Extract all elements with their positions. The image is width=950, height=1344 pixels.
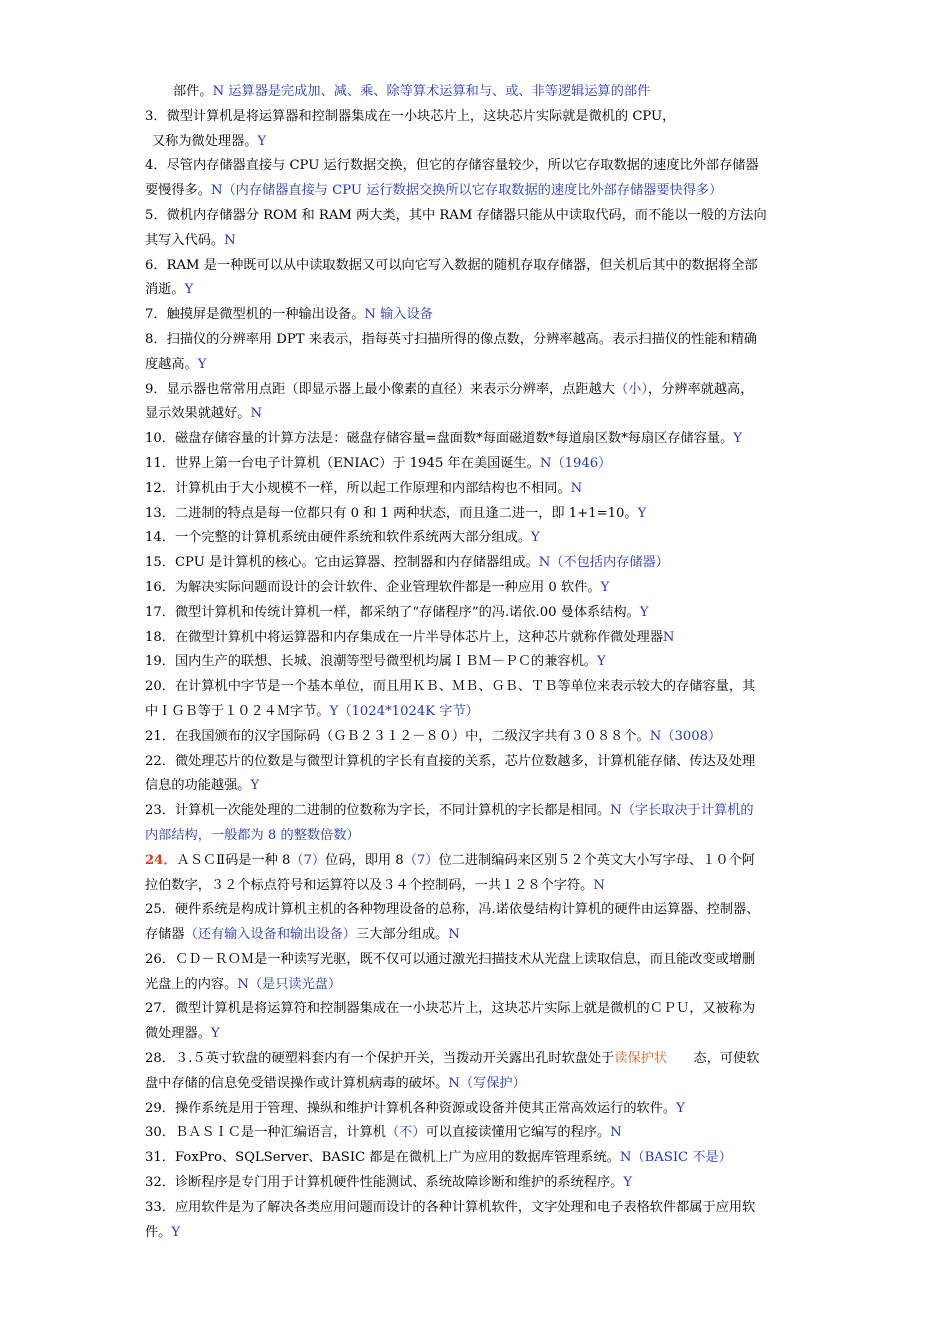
statement-line <box>145 1097 843 1122</box>
answer-text: N（3008） <box>649 728 722 744</box>
highlight-text: 读保护状 <box>614 1051 668 1067</box>
statement-text: 为解决实际问题而设计的会计软件、企业管理软件都是一种应用 0 软件。 <box>174 579 601 595</box>
statement-19 <box>145 650 843 675</box>
statement-number: 10． <box>145 431 175 447</box>
statement-text: ＢＡＳＩＣ是一种汇编语言，计算机 <box>174 1125 386 1141</box>
statement-6 <box>145 254 843 304</box>
statement-number: 15． <box>145 555 175 571</box>
statement-13 <box>145 502 843 527</box>
statement-8 <box>145 328 843 378</box>
answer-text: Y <box>250 778 260 794</box>
statement-text: ＣＤ－ＲＯＭ是一种读写光驱，既不仅可以通过激光扫描技术从光盘上读取信息，而且能改变或增删 <box>174 951 756 967</box>
statement-text: 硬件系统是构成计算机主机的各种物理设备的总称，冯.诺依曼结构计算机的硬件由运算器、控制器、 <box>174 902 760 918</box>
statement-text: 消逝。 <box>145 282 185 298</box>
statement-text: 计算机由于大小规模不一样，所以起工作原理和内部结构也不相同。 <box>174 480 571 496</box>
answer-text: Y <box>639 604 649 620</box>
statement-text: 态，可使软 <box>667 1051 760 1067</box>
statement-line <box>145 750 843 775</box>
statement-text: 微处理器。 <box>145 1026 211 1042</box>
answer-text: （还有输入设备和输出设备） <box>184 927 356 943</box>
statement-text: 件。 <box>145 1224 172 1240</box>
statement-5 <box>145 204 843 254</box>
statement-27 <box>145 997 843 1047</box>
statement-text: 微型计算机和传统计算机一样，都采纳了“存储程序”的冯.诺依.00 曼体系结构。 <box>174 604 640 620</box>
statement-line <box>145 204 843 229</box>
statement-text: 操作系统是用于管理、操纵和维护计算机各种资源或设备并使其正常高效运行的软件。 <box>174 1100 677 1116</box>
statement-text: ，分辨率就越高， <box>647 381 754 397</box>
answer-text: N 运算器是完成加、减、乘、除等算术运算和与、或、非等逻辑运算的部件 <box>212 84 651 99</box>
statement-text: 微处理芯片的位数是与微型计算机的字长有直接的关系，芯片位数越多，计算机能存储、传达及处理 <box>174 753 756 769</box>
statement-text: 在我国颁布的汉字国际码（ＧＢ２３１２－８０）中，二级汉字共有３０８８个。 <box>174 728 650 744</box>
answer-text: Y（1024*1024K 字节） <box>329 703 479 719</box>
statement-line <box>145 725 843 750</box>
statement-number: 22． <box>145 753 175 769</box>
statement-text: 部件。 <box>173 84 213 99</box>
answer-text: Y <box>733 431 743 447</box>
answer-text: N <box>570 480 583 496</box>
statement-text: 尽管内存储器直接与 CPU 运行数据交换，但它的存储容量较少，所以它存取数据的速度比外部存储器 <box>166 158 759 174</box>
statement-4 <box>145 154 843 204</box>
statement-line <box>145 601 843 626</box>
statement-text: 位码，即用 8 <box>325 852 404 868</box>
statement-text: 一个完整的计算机系统由硬件系统和软件系统两大部分组成。 <box>174 530 532 546</box>
statement-line <box>145 427 843 452</box>
answer-text: N（内存储器直接与 CPU 运行数据交换所以它存取数据的速度比外部存储器要快得多） <box>210 183 723 199</box>
statement-line <box>145 1121 843 1146</box>
statement-number: 27． <box>145 1001 175 1017</box>
statement-text: 又称为微处理器。 <box>152 133 258 149</box>
statement-line <box>173 80 843 105</box>
answer-text: N <box>610 1125 622 1141</box>
statement-line <box>145 948 843 973</box>
statement-text: 微机内存储器分 ROM 和 RAM 两大类，其中 RAM 存储器只能从中读取代码，而不能以一般的方法向 <box>166 207 767 223</box>
statement-number: 30． <box>145 1125 175 1141</box>
answer-text: Y <box>637 505 647 521</box>
statement-text: FoxPro、SQLServer、BASIC 都是在微机上广为应用的数据库管理系统。 <box>174 1150 620 1166</box>
answer-text: Y <box>623 1175 633 1191</box>
answer-text: N <box>448 927 460 943</box>
statement-text: 微型计算机是将运算符和控制器集成在一小块芯片上，这块芯片实际上就是微机的ＣＰＵ，又被称为 <box>174 1001 756 1017</box>
statement-text: 三大部分组成。 <box>356 927 449 943</box>
answer-text: N 输入设备 <box>364 307 433 323</box>
statement-number: 13． <box>145 505 175 521</box>
statement-line <box>145 1171 843 1196</box>
statement-line <box>145 973 843 998</box>
statement-25 <box>145 898 843 948</box>
statement-text: 二进制的特点是每一位都只有 0 和 1 两种状态，而且逢二进一，即 1+1=10。 <box>174 505 638 521</box>
statement-line <box>145 303 843 328</box>
statement-31 <box>145 1146 843 1171</box>
statement-line <box>145 353 843 378</box>
statement-text: 微型计算机是将运算器和控制器集成在一小块芯片上，这块芯片实际就是微机的 CPU， <box>166 108 676 124</box>
statement-number: 4． <box>145 158 167 174</box>
statement-26 <box>145 948 843 998</box>
statement-number: 28． <box>145 1051 175 1067</box>
answer-text: N <box>662 629 675 645</box>
statement-number: 18． <box>145 629 175 645</box>
statement-30 <box>145 1121 843 1146</box>
statement-text: 触摸屏是微型机的一种输出设备。 <box>166 307 365 323</box>
statement-22 <box>145 750 843 800</box>
statement-number: 11． <box>145 455 175 471</box>
answer-text: N <box>593 877 605 893</box>
statement-line <box>145 898 843 923</box>
statement-line <box>145 254 843 279</box>
statement-number: 21． <box>145 728 175 744</box>
statement-text: 显示效果就越好。 <box>145 406 251 422</box>
statement-line <box>145 1022 843 1047</box>
answer-text: Y <box>197 356 207 372</box>
statement-number: 23． <box>145 803 175 819</box>
answer-text: N <box>224 232 236 248</box>
statement-line <box>145 1072 843 1097</box>
statement-line <box>145 402 843 427</box>
statement-text: 光盘上的内容。 <box>145 976 238 992</box>
statement-line <box>145 502 843 527</box>
statement-number: 32． <box>145 1175 175 1191</box>
statement-text: ３.５英寸软盘的硬塑料套内有一个保护开关，当拨动开关露出孔时软盘处于 <box>174 1051 615 1067</box>
statement-text: 应用软件是为了解决各类应用问题而设计的各种计算机软件，文字处理和电子表格软件都属于应用软 <box>174 1199 756 1215</box>
statement-text: ＡＳＣⅡ码是一种 8 <box>176 852 291 868</box>
statement-16 <box>145 576 843 601</box>
statement-17 <box>145 601 843 626</box>
statement-23 <box>145 799 843 849</box>
statement-number: 25． <box>145 902 175 918</box>
statement-line <box>145 675 843 700</box>
statement-text: 盘中存储的信息免受错误操作或计算机病毒的破坏。 <box>145 1075 449 1091</box>
statement-line <box>145 1221 843 1246</box>
statement-line <box>145 452 843 477</box>
answer-text: Y <box>596 654 606 670</box>
statement-number: 29． <box>145 1100 175 1116</box>
statement-line <box>145 824 843 849</box>
statement-line <box>145 179 843 204</box>
answer-text: 内部结构，一般都为 8 的整数倍数） <box>145 827 360 843</box>
statement-text: 可以直接读懂用它编写的程序。 <box>425 1125 611 1141</box>
statement-number: 26． <box>145 951 175 967</box>
statement-text: 世界上第一台电子计算机（ENIAC）于 1945 年在美国诞生。 <box>174 455 540 471</box>
statement-text: 信息的功能越强。 <box>145 778 251 794</box>
statement-28 <box>145 1047 843 1097</box>
statement-number: 6． <box>145 257 167 273</box>
statement-7 <box>145 303 843 328</box>
statement-number: 5． <box>145 207 167 223</box>
statement-number: 19． <box>145 654 175 670</box>
statement-number: 8． <box>145 331 167 347</box>
statement-text: 度越高。 <box>145 356 198 372</box>
answer-text: N（写保护） <box>448 1075 526 1091</box>
answer-text: Y <box>676 1100 685 1116</box>
answer-text: （不） <box>385 1125 426 1141</box>
statement-line <box>145 849 843 874</box>
statement-text: 要慢得多。 <box>145 183 211 199</box>
statement-number: 24． <box>145 852 177 868</box>
statement-line <box>145 526 843 551</box>
statement-line <box>145 626 843 651</box>
answer-text: Y <box>600 579 610 595</box>
answer-text: N（是只读光盘） <box>237 976 342 992</box>
statement-24 <box>145 849 843 899</box>
answer-text: Y <box>171 1224 181 1240</box>
statement-3 <box>145 105 843 155</box>
statement-line <box>145 874 843 899</box>
answer-text: N（BASIC 不是） <box>619 1150 732 1166</box>
statement-20 <box>145 675 843 725</box>
statement-18 <box>145 626 843 651</box>
statement-text: 计算机一次能处理的二进制的位数称为字长，不同计算机的字长都是相同。 <box>174 803 611 819</box>
statement-text: 中ＩＧＢ等于１０２４Ｍ字节。 <box>145 703 330 719</box>
statement-line <box>145 1196 843 1221</box>
statement-15 <box>145 551 843 576</box>
statement-line <box>145 997 843 1022</box>
statement-line <box>145 576 843 601</box>
statement-line <box>145 378 843 403</box>
statement-line <box>145 1047 843 1072</box>
statement-number: 3． <box>145 108 167 124</box>
statement-line <box>145 278 843 303</box>
answer-text: Y <box>210 1026 220 1042</box>
answer-text: Y <box>257 133 267 149</box>
statement-number: 31． <box>145 1150 175 1166</box>
statement-line <box>145 477 843 502</box>
statement-text: 在微型计算机中将运算器和内存集成在一片半导体芯片上，这种芯片就称作微处理器 <box>174 629 663 645</box>
statement-text: 显示器也常常用点距（即显示器上最小像素的直径）来表示分辨率，点距越大 <box>166 381 615 397</box>
statement-number: 16． <box>145 579 175 595</box>
statement-11 <box>145 452 843 477</box>
statement-number: 17． <box>145 604 175 620</box>
statement-number: 20． <box>145 679 175 695</box>
statement-text: RAM 是一种既可以从中读取数据又可以向它写入数据的随机存取存储器，但关机后其中的数据将全部 <box>166 257 758 273</box>
statement-text: 存储器 <box>145 927 185 943</box>
statement-9 <box>145 378 843 428</box>
statement-number: 12． <box>145 480 175 496</box>
statement-text: 扫描仪的分辨率用 DPT 来表示，指每英寸扫描所得的像点数，分辨率越高。表示扫描仪的性能和精确 <box>166 331 758 347</box>
statement-14 <box>145 526 843 551</box>
statement-number: 14． <box>145 530 175 546</box>
answer-text: N（字长取决于计算机的 <box>610 803 754 819</box>
answer-text: N（1946） <box>539 455 612 471</box>
statement-number: 33． <box>145 1199 175 1215</box>
statement-text: CPU 是计算机的核心。它由运算器、控制器和内存储器组成。 <box>174 555 539 571</box>
statement-10 <box>145 427 843 452</box>
statement-line <box>145 799 843 824</box>
statement-12 <box>145 477 843 502</box>
statement-line <box>145 229 843 254</box>
answer-text: Y <box>531 530 540 546</box>
statement-33 <box>145 1196 843 1246</box>
statement-text: 在计算机中字节是一个基本单位，而且用ＫＢ、ＭＢ、ＧＢ、ＴＢ等单位来表示较大的存储容量，其 <box>174 679 756 695</box>
statement-number: 7． <box>145 307 167 323</box>
statement-text: 位二进制编码来区别５２个英文大小写字母、１０个阿 <box>438 852 755 868</box>
statement-21 <box>145 725 843 750</box>
statement-line <box>145 105 843 130</box>
answer-text: Y <box>184 282 194 298</box>
statement-line <box>145 328 843 353</box>
statement-32 <box>145 1171 843 1196</box>
document-page <box>0 80 950 1245</box>
answer-text: （7） <box>403 852 439 868</box>
answer-text: N（不包括内存储器） <box>538 555 669 571</box>
answer-text: （7） <box>290 852 326 868</box>
statement-line <box>145 650 843 675</box>
statement-line <box>145 1146 843 1171</box>
statement-0 <box>145 80 843 105</box>
statement-text: 磁盘存储容量的计算方法是：磁盘存储容量=盘面数*每面磁道数*每道扇区数*每扇区存储容量。 <box>174 431 734 447</box>
statement-line <box>145 774 843 799</box>
statement-line <box>145 700 843 725</box>
statement-text: 拉伯数字，３２个标点符号和运算符以及３４个控制码，一共１２８个字符。 <box>145 877 594 893</box>
answer-text: （小） <box>614 381 648 397</box>
statement-29 <box>145 1097 843 1122</box>
statement-line <box>145 923 843 948</box>
statement-text: 其写入代码。 <box>145 232 225 248</box>
statement-line <box>145 154 843 179</box>
statement-text: 诊断程序是专门用于计算机硬件性能测试、系统故障诊断和维护的系统程序。 <box>174 1175 624 1191</box>
statement-text: 国内生产的联想、长城、浪潮等型号微型机均属ＩＢＭ－ＰＣ的兼容机。 <box>174 654 597 670</box>
statement-line <box>152 130 843 155</box>
statement-number: 9． <box>145 381 167 397</box>
answer-text: N <box>250 406 263 422</box>
statement-line <box>145 551 843 576</box>
